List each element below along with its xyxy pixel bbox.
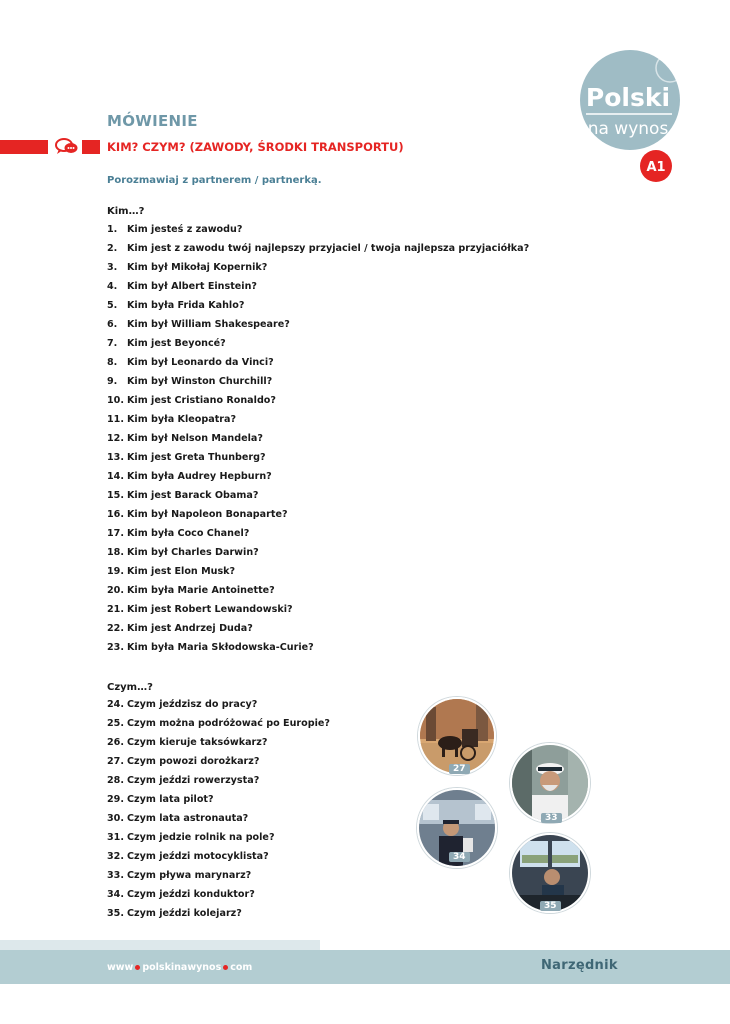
question-text: Kim jest Beyoncé? (127, 338, 226, 349)
question-text: Kim jest Andrzej Duda? (127, 623, 253, 634)
question-number: 28. (107, 775, 124, 786)
footer-url-name: polskinawynos (142, 962, 222, 973)
question-number: 16. (107, 509, 124, 520)
question-item (107, 581, 529, 600)
question-text: Kim jest Greta Thunberg? (127, 452, 266, 463)
question-item (107, 847, 330, 866)
question-item (107, 505, 529, 524)
question-item (107, 619, 529, 638)
page-subtitle: KIM? CZYM? (ZAWODY, ŚRODKI TRANSPORTU) (107, 140, 404, 154)
question-text: Czym jeździ konduktor? (127, 889, 255, 900)
question-item (107, 866, 330, 885)
question-number: 15. (107, 490, 124, 501)
question-number: 34. (107, 889, 124, 900)
logo-line2: na wynos (587, 119, 669, 139)
question-text: Kim był Albert Einstein? (127, 281, 257, 292)
question-item (107, 315, 529, 334)
question-number: 33. (107, 870, 124, 881)
question-number: 4. (107, 281, 118, 292)
question-number: 35. (107, 908, 124, 919)
question-number: 7. (107, 338, 118, 349)
question-text: Kim był Nelson Mandela? (127, 433, 263, 444)
section-title: MÓWIENIE (107, 112, 198, 130)
question-text: Kim był Napoleon Bonaparte? (127, 509, 288, 520)
question-text: Czym powozi dorożkarz? (127, 756, 260, 767)
question-item (107, 600, 529, 619)
question-number: 26. (107, 737, 124, 748)
instruction-text: Porozmawiaj z partnerem / partnerką. (107, 175, 322, 186)
question-number: 20. (107, 585, 124, 596)
red-dot-icon (223, 965, 228, 970)
accent-bar-right (82, 140, 100, 154)
question-text: Kim był Charles Darwin? (127, 547, 259, 558)
question-text: Kim jesteś z zawodu? (127, 224, 243, 235)
question-text: Czym jedzie rolnik na pole? (127, 832, 275, 843)
question-item (107, 904, 330, 923)
question-number: 27. (107, 756, 124, 767)
question-text: Kim był William Shakespeare? (127, 319, 290, 330)
question-item (107, 448, 529, 467)
question-number: 32. (107, 851, 124, 862)
question-text: Kim była Coco Chanel? (127, 528, 250, 539)
question-number: 25. (107, 718, 124, 729)
question-item (107, 220, 529, 239)
question-text: Czym jeździ kolejarz? (127, 908, 242, 919)
chat-bubbles-icon (55, 137, 79, 157)
sailor-photo (510, 743, 590, 823)
question-text: Kim jest z zawodu twój najlepszy przyjaciel / twoja najlepsza przyjaciółka? (127, 243, 530, 254)
question-number: 2. (107, 243, 118, 254)
question-number: 8. (107, 357, 118, 368)
question-item (107, 752, 330, 771)
question-text: Kim był Winston Churchill? (127, 376, 273, 387)
question-item (107, 714, 330, 733)
question-item (107, 790, 330, 809)
question-item (107, 543, 529, 562)
question-item (107, 562, 529, 581)
footer-url-tld: com (230, 962, 253, 973)
question-item (107, 467, 529, 486)
question-text: Kim był Mikołaj Kopernik? (127, 262, 268, 273)
red-dot-icon (135, 965, 140, 970)
question-text: Czym kieruje taksówkarz? (127, 737, 268, 748)
question-number: 3. (107, 262, 118, 273)
question-text: Czym lata pilot? (127, 794, 214, 805)
footer-url-www: www (107, 962, 134, 973)
kim-heading: Kim…? (107, 206, 145, 217)
question-item (107, 429, 529, 448)
accent-bar-left (0, 140, 48, 154)
photo-label: 34 (449, 852, 470, 862)
question-text: Kim była Frida Kahlo? (127, 300, 245, 311)
question-item (107, 296, 529, 315)
question-item (107, 277, 529, 296)
question-item (107, 334, 529, 353)
footer-website[interactable] (107, 962, 252, 973)
question-text: Czym lata astronauta? (127, 813, 249, 824)
question-number: 31. (107, 832, 124, 843)
question-item (107, 809, 330, 828)
question-item (107, 239, 529, 258)
question-number: 29. (107, 794, 124, 805)
question-number: 6. (107, 319, 118, 330)
question-text: Czym jeździsz do pracy? (127, 699, 258, 710)
question-text: Czym można podróżować po Europie? (127, 718, 330, 729)
footer-strip (0, 940, 320, 950)
question-number: 11. (107, 414, 124, 425)
question-item (107, 885, 330, 904)
question-number: 18. (107, 547, 124, 558)
question-number: 19. (107, 566, 124, 577)
question-text: Kim była Marie Antoinette? (127, 585, 275, 596)
photo-label: 33 (541, 813, 562, 823)
question-number: 13. (107, 452, 124, 463)
question-text: Kim była Kleopatra? (127, 414, 237, 425)
polski-na-wynos-logo (568, 48, 694, 184)
question-item (107, 372, 529, 391)
question-item (107, 828, 330, 847)
question-number: 10. (107, 395, 124, 406)
question-item (107, 733, 330, 752)
question-item (107, 391, 529, 410)
question-number: 14. (107, 471, 124, 482)
question-item (107, 638, 529, 657)
kim-question-list (107, 220, 529, 657)
question-number: 12. (107, 433, 124, 444)
chapter-name: Narzędnik (541, 958, 618, 973)
question-text: Kim był Leonardo da Vinci? (127, 357, 274, 368)
photo-label: 27 (449, 764, 470, 774)
level-badge: A1 (646, 160, 666, 175)
czym-heading: Czym…? (107, 682, 153, 693)
question-item (107, 258, 529, 277)
question-number: 9. (107, 376, 118, 387)
question-number: 21. (107, 604, 124, 615)
question-number: 22. (107, 623, 124, 634)
logo-line1: Polski (585, 83, 671, 112)
question-item (107, 410, 529, 429)
question-text: Kim jest Elon Musk? (127, 566, 236, 577)
question-number: 1. (107, 224, 118, 235)
photo-label: 35 (540, 901, 561, 911)
question-number: 24. (107, 699, 124, 710)
question-text: Kim była Audrey Hepburn? (127, 471, 272, 482)
question-text: Kim jest Robert Lewandowski? (127, 604, 293, 615)
question-text: Kim jest Cristiano Ronaldo? (127, 395, 276, 406)
question-number: 5. (107, 300, 118, 311)
question-item (107, 695, 330, 714)
question-item (107, 771, 330, 790)
question-text: Czym pływa marynarz? (127, 870, 252, 881)
question-text: Kim była Maria Skłodowska-Curie? (127, 642, 314, 653)
question-text: Czym jeździ rowerzysta? (127, 775, 260, 786)
question-item (107, 353, 529, 372)
question-text: Czym jeździ motocyklista? (127, 851, 269, 862)
question-item (107, 486, 529, 505)
question-text: Kim jest Barack Obama? (127, 490, 259, 501)
question-item (107, 524, 529, 543)
question-number: 23. (107, 642, 124, 653)
czym-question-list (107, 695, 330, 923)
question-number: 17. (107, 528, 124, 539)
question-number: 30. (107, 813, 124, 824)
